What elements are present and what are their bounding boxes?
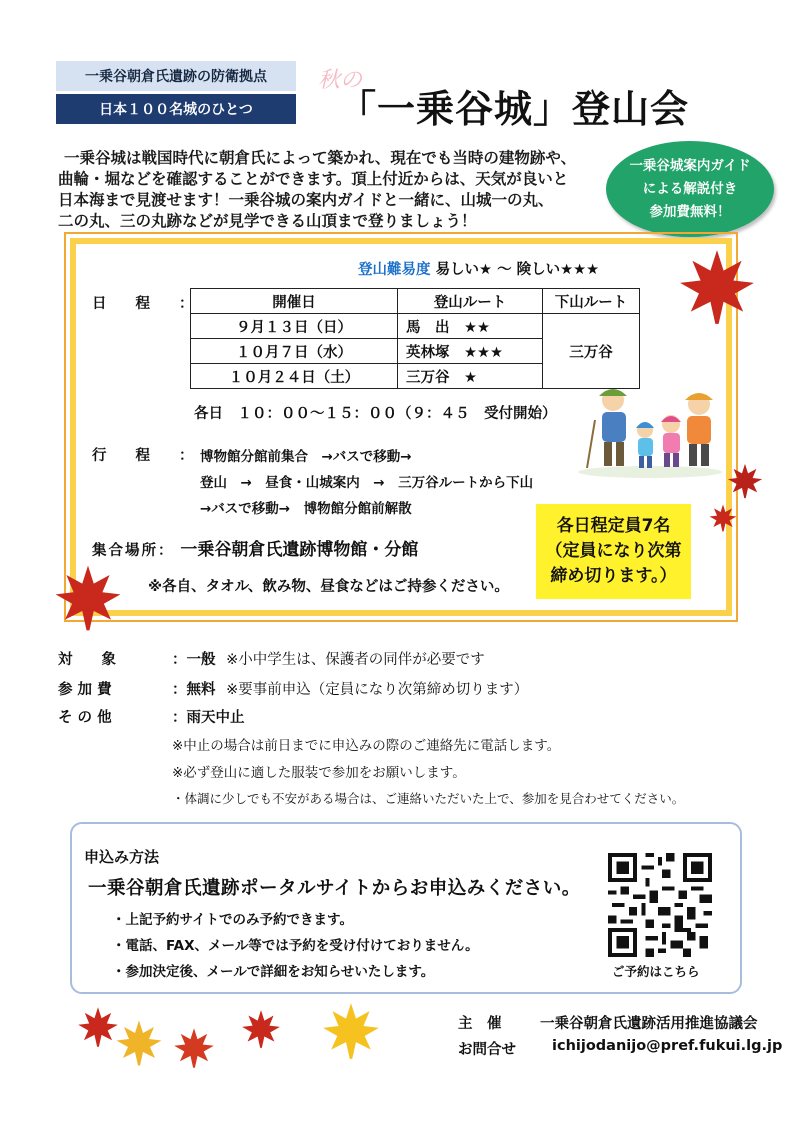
badge-line: 一乗谷城案内ガイド [629, 157, 751, 174]
header-date: 開催日 [191, 289, 398, 314]
fee-label: 参 加 費 [58, 682, 112, 698]
schedule-table [190, 288, 640, 389]
other-label: そ の 他 [58, 710, 112, 726]
meeting-place [92, 535, 418, 560]
itinerary-line: →バスで移動→ 博物館分館前解散 [200, 501, 412, 517]
qr-caption: ご予約はこちら [612, 964, 700, 979]
schedule-label: 日 程 ： [92, 296, 194, 312]
row-date: １０月２４日（土） [191, 364, 398, 389]
contact-email[interactable]: ichijodanijo@pref.fukui.lg.jp [552, 1038, 783, 1054]
apply-heading: 申込み方法 [84, 848, 160, 866]
itinerary-label: 行 程 ： [92, 448, 194, 464]
target-note: ※小中学生は、保護者の同伴が必要です [226, 652, 485, 668]
tag-defense-base: 一乗谷朝倉氏遺跡の防衛拠点 [56, 61, 296, 91]
apply-item: ・電話、FAX、メール等では予約を受け付けておりません。 [112, 938, 479, 954]
hikers-illustration [575, 380, 725, 480]
venue-name: 一乗谷朝倉氏遺跡博物館・分館 [180, 540, 419, 560]
venue-label: 集合場所： [92, 543, 175, 559]
maple-leaf-icon [240, 1008, 282, 1050]
table-header-row [191, 289, 640, 314]
descent-route: 三万谷 [543, 314, 640, 389]
tag-100-castles: 日本１００名城のひとつ [56, 94, 296, 124]
maple-leaf-icon [114, 1018, 164, 1068]
apply-item: ・上記予約サイトでのみ予約できます。 [112, 912, 353, 928]
cancel-note: ※中止の場合は前日までに申込みの際のご連絡先に電話します。 [172, 738, 561, 754]
target-row [172, 648, 485, 669]
header-descent: 下山ルート [543, 289, 640, 314]
target-label: 対 象 [58, 652, 116, 668]
difficulty-label: 登山難易度 [358, 262, 431, 278]
host-name: 一乗谷朝倉氏遺跡活用推進協議会 [540, 1016, 758, 1032]
itinerary-line: 登山 → 昼食・山城案内 → 三万谷ルートから下山 [200, 475, 534, 491]
itinerary-line: 博物館分館前集合 →バスで移動→ [200, 449, 412, 465]
row-route: 三万谷 ★ [398, 364, 543, 389]
capacity-box [536, 504, 691, 599]
row-route: 英林塚 ★★★ [398, 339, 543, 364]
host-label: 主 催 [458, 1016, 502, 1032]
fee-note: ※要事前申込（定員になり次第締め切ります） [226, 682, 529, 698]
badge-line: による解説付き [642, 180, 738, 197]
maple-leaf-icon [726, 462, 764, 500]
autumn-label: 秋の [318, 68, 363, 93]
apply-main: 一乗谷朝倉氏遺跡ポータルサイトからお申込みください。 [88, 878, 581, 899]
intro-line: 一乗谷城は戦国時代に朝倉氏によって築かれ、現在でも当時の建物跡や、 [64, 149, 577, 167]
contact-label: お問合せ [458, 1042, 516, 1058]
fee-value: ：無料 [172, 682, 216, 698]
capacity-line: （定員になり次第 [545, 541, 682, 561]
intro-line: 曲輪・堀などを確認することができます。頂上付近からは、天気が良いと [58, 170, 569, 188]
difficulty-scale: 易しい★ ～ 険しい★★★ [435, 262, 600, 278]
health-note: ・体調に少しでも不安がある場合は、ご連絡いただいた上で、参加を見合わせてください。 [172, 791, 685, 806]
intro-line: 二の丸、三の丸跡などが見学できる山頂まで登りましょう！ [58, 212, 477, 230]
capacity-line: 各日程定員7名 [556, 516, 671, 536]
maple-leaf-icon [320, 1000, 382, 1062]
maple-leaf-icon [172, 1026, 216, 1070]
maple-leaf-icon [676, 246, 758, 328]
bring-items-note: ※各自、タオル、飲み物、昼食などはご持参ください。 [148, 579, 509, 595]
clothing-note: ※必ず登山に適した服装で参加をお願いします。 [172, 765, 466, 781]
other-row [172, 706, 245, 727]
header-ascent: 登山ルート [398, 289, 543, 314]
table-row [191, 314, 640, 339]
maple-leaf-icon [52, 562, 124, 634]
row-date: ９月１３日（日） [191, 314, 398, 339]
maple-leaf-icon [708, 503, 738, 533]
capacity-line: 締め切ります。） [550, 566, 677, 586]
intro-text [58, 148, 603, 232]
page-title: 「一乗谷城」登山会 [338, 87, 690, 131]
event-hours: 各日 １０：００～１５：００（９：４５ 受付開始） [194, 406, 557, 422]
guide-badge [606, 141, 774, 237]
badge-line: 参加費無料！ [649, 203, 731, 220]
difficulty-legend [358, 258, 599, 279]
target-value: ：一般 [172, 652, 216, 668]
apply-item: ・参加決定後、メールで詳細をお知らせいたします。 [112, 964, 435, 980]
fee-row [172, 678, 528, 699]
qr-code[interactable] [608, 853, 712, 957]
row-route: 馬 出 ★★ [398, 314, 543, 339]
other-value: ：雨天中止 [172, 710, 245, 726]
intro-line: 日本海まで見渡せます！一乗谷城の案内ガイドと一緒に、山城一の丸、 [58, 191, 554, 209]
row-date: １０月７日（水） [191, 339, 398, 364]
